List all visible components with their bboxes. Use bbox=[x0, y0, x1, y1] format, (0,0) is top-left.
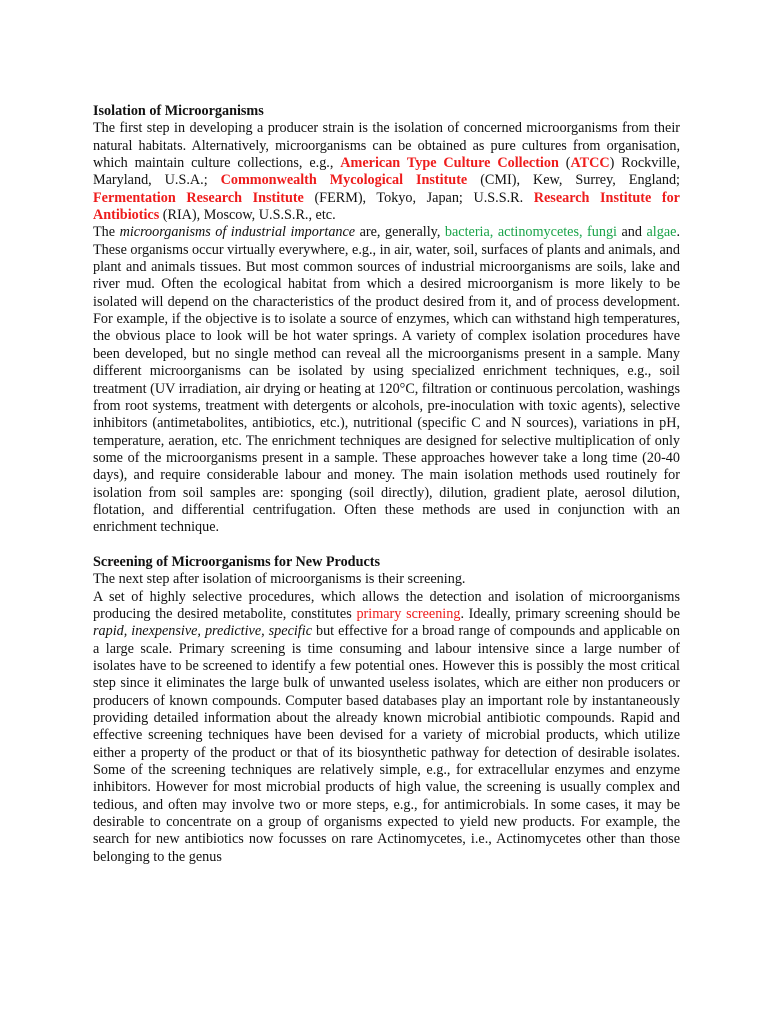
text-run: (CMI), Kew, Surrey, England; bbox=[467, 172, 680, 189]
text-run: . These organisms occur virtually everywhere, e.g., in air, water, soil, surfaces of plants and animals, and plant and animals tissues. But most common sources of industrial microorganisms are soils, lake and river mud. Often the ecological habitat from which a desired microorganism is more likely to be isolated will depend on the characteristics of the product desired from it, and of process development. For example, if the objective is to isolate a source of enzymes, which can withstand high temperatures, the obvious place to look will be hot water springs. A variety of complex isolation procedures have been developed, but no single method can reveal all the microorganisms present in a sample. Many different microorganisms can be isolated by using specialized enrichment techniques, e.g., soil treatment (UV irradiation, air drying or heating at 120°C, filtration or continuous percolation, washings from root systems, treatment with detergents or alcohols, pre-inoculation with toxic agents), selective inhibitors (antimetabolites, antibiotics, etc.), nutritional (specific C and N sources), variations in pH, temperature, aeration, etc. The enrichment techniques are designed for selective multiplication of only some of the microorganisms present in a sample. These approaches however take a long time (20-40 days), and require considerable labour and money. The main isolation methods used routinely for isolation from soil samples are: sponging (soil directly), dilution, gradient plate, aerosol dilution, flotation, and differential centrifugation. Often these methods are used in conjunction with an enrichment technique. bbox=[93, 224, 680, 536]
paragraph-primary-screening bbox=[93, 589, 680, 867]
org-ria-name: Research Institute for Antibiotics bbox=[93, 189, 680, 224]
paragraph-industrial-microorganisms bbox=[93, 224, 680, 536]
text-run: and bbox=[617, 224, 647, 241]
emphasis-industrial-importance: microorganisms of industrial importance bbox=[119, 224, 356, 241]
text-run: but effective for a broad range of compounds and applicable on a large scale. Primary screening is time consuming and labour intensive since a large number of isolates have to be screened to identify a few potential ones. However this is possibly the most critical step since it eliminates the large bulk of unwanted useless isolates, which are either non producers or producers of known compounds. Computer based databases play an important role by instantaneously providing detailed information about the already known microbial antibiotic compounds. Rapid and effective screening techniques have been devised for a variety of microbial products, which utilize either a property of the product or that of its biosynthetic pathway for detection of desirable isolates. Some of the screening techniques are relatively simple, e.g., for extracellular enzymes and enzyme inhibitors. However for most microbial products of high value, the screening is usually complex and tedious, and often may involve two or more steps, e.g., for antimicrobials. In some cases, it may be desirable to concentrate on a group of organisms expected to yield new products. For example, the search for new antibiotics now focusses on rare Actinomycetes, i.e., Actinomycetes other than those belonging to the genus bbox=[93, 623, 680, 865]
paragraph-culture-collections bbox=[93, 120, 680, 224]
text-run: ( bbox=[558, 155, 571, 172]
text-run: ) Rockville, Maryland, U.S.A.; bbox=[93, 155, 680, 189]
emphasis-screening-qualities: rapid, inexpensive, predictive, specific bbox=[93, 623, 312, 640]
org-cmi-name: Commonwealth Mycological Institute bbox=[220, 172, 468, 189]
section-heading-isolation: Isolation of Microorganisms bbox=[93, 103, 264, 119]
text-run: are, generally, bbox=[355, 224, 445, 241]
text-run: . Ideally, primary screening should be bbox=[460, 605, 681, 622]
document-page bbox=[93, 103, 680, 866]
paragraph-screening-intro: The next step after isolation of microorganisms is their screening. bbox=[93, 571, 466, 588]
org-atcc-name: American Type Culture Collection bbox=[340, 155, 559, 172]
section-spacer bbox=[93, 537, 680, 554]
text-run: (FERM), Tokyo, Japan; U.S.S.R. bbox=[303, 189, 534, 206]
text-run: A set of highly selective procedures, which allows the detection and isolation of microorganisms producing the desired metabolite, constitutes bbox=[93, 588, 680, 622]
org-atcc-abbr: ATCC bbox=[570, 155, 610, 172]
section-heading-screening: Screening of Microorganisms for New Products bbox=[93, 553, 380, 570]
highlight-primary-screening: primary screening bbox=[356, 605, 461, 622]
text-run: (RIA), Moscow, U.S.S.R., etc. bbox=[159, 207, 336, 224]
highlight-algae: algae bbox=[646, 224, 677, 241]
highlight-organisms: bacteria, actinomycetes, fungi bbox=[444, 224, 617, 241]
text-run: The bbox=[93, 224, 120, 241]
org-ferm-name: Fermentation Research Institute bbox=[93, 189, 304, 206]
text-run: The first step in developing a producer strain is the isolation of concerned microorganisms from their natural habitats. Alternatively, microorganisms can be obtained as pure cultures from organisation, which maintain culture collections, e.g., bbox=[93, 120, 680, 172]
